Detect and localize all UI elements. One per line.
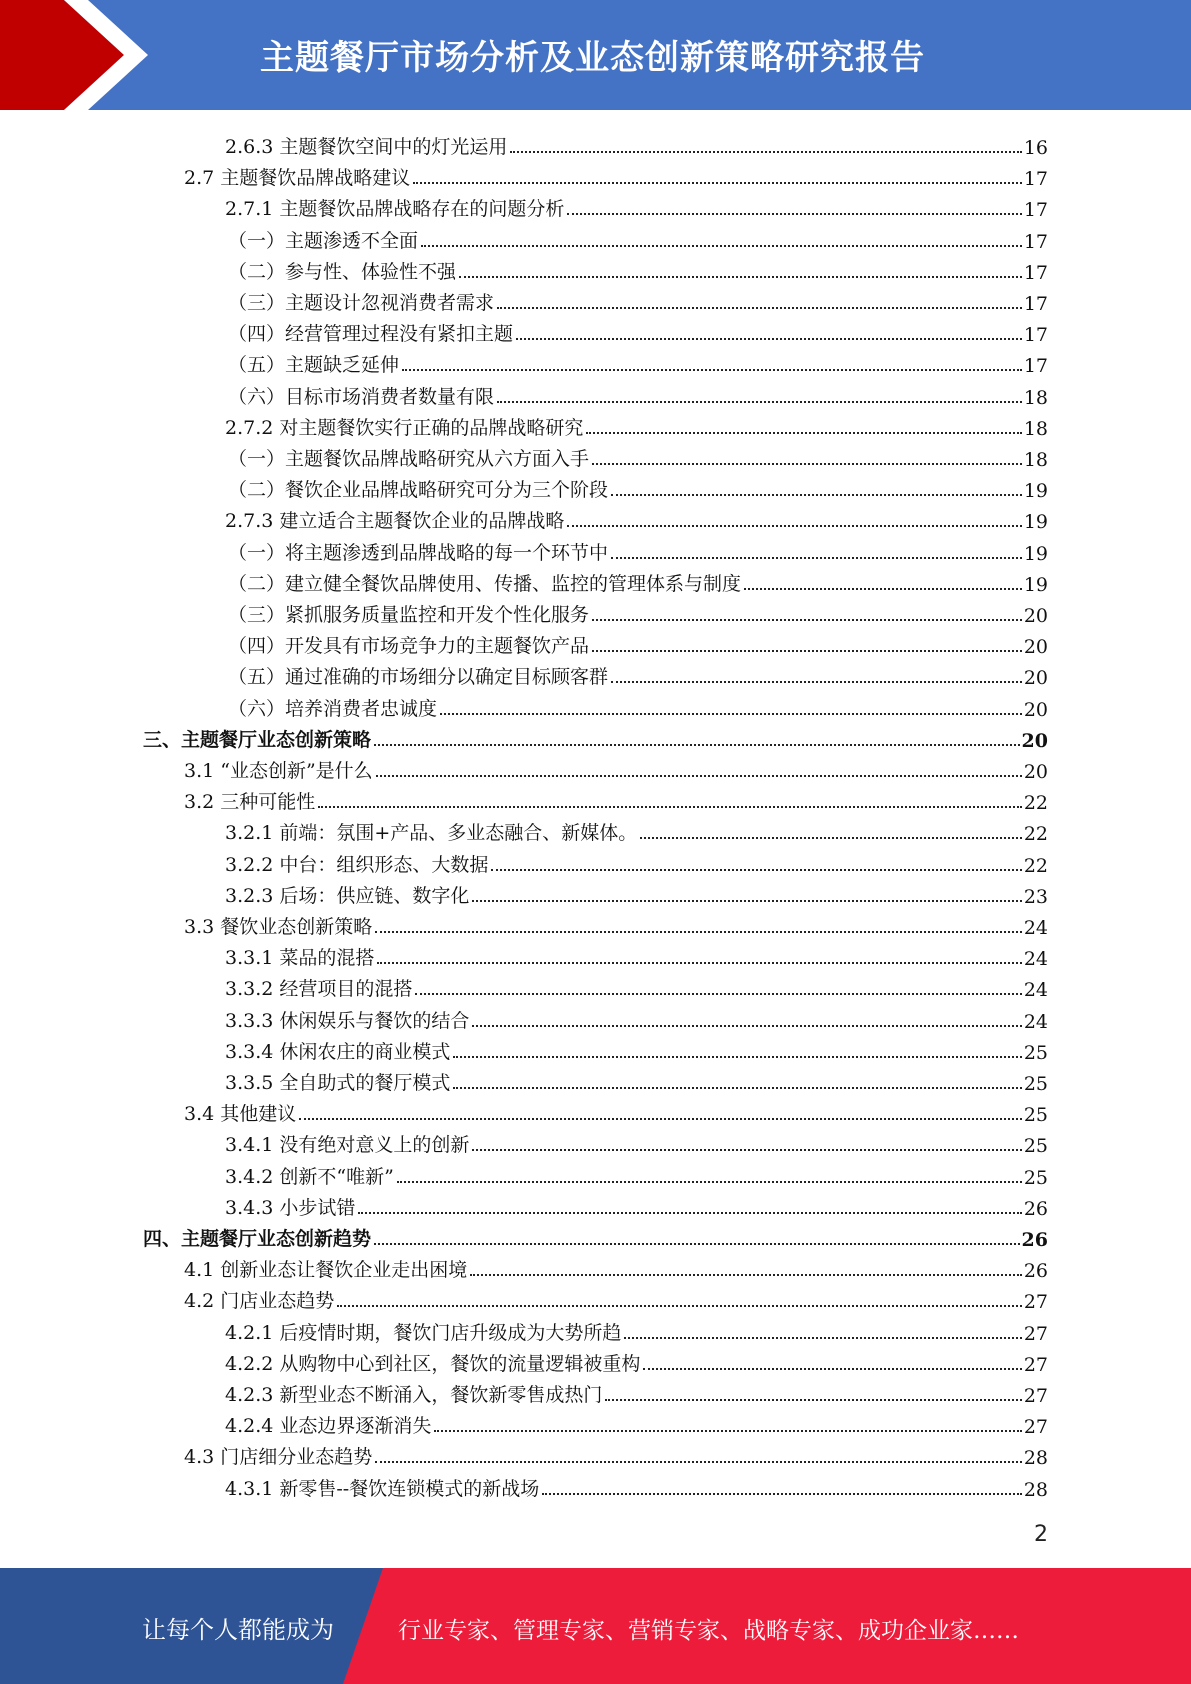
- toc-entry-title: （五）主题缺乏延伸: [228, 354, 400, 376]
- page-number: 2: [1034, 1522, 1048, 1547]
- toc-entry-page: 16: [1023, 137, 1048, 159]
- toc-entry-page: 27: [1023, 1385, 1048, 1407]
- toc-entry[interactable]: [184, 783, 1048, 814]
- toc-leader-dots: [510, 151, 1021, 153]
- toc-entry-title: 2.7.1 主题餐饮品牌战略存在的问题分析: [225, 198, 565, 220]
- toc-leader-dots: [375, 1461, 1022, 1463]
- toc-leader-dots: [374, 744, 1020, 746]
- page-footer: [0, 1568, 1191, 1684]
- toc-leader-dots: [440, 713, 1022, 715]
- toc-leader-dots: [592, 619, 1022, 621]
- toc-entry-title: 2.7 主题餐饮品牌战略建议: [184, 167, 411, 189]
- toc-entry-title: 4.2 门店业态趋势: [184, 1290, 335, 1312]
- toc-entry[interactable]: [228, 315, 1048, 346]
- toc-entry-page: 20: [1023, 761, 1048, 783]
- toc-entry[interactable]: [225, 1064, 1048, 1095]
- header-arrow-decoration: [0, 0, 160, 110]
- toc-entry-title: （三）紧抓服务质量监控和开发个性化服务: [228, 604, 590, 626]
- toc-entry-title: 3.3 餐饮业态创新策略: [184, 916, 373, 938]
- toc-leader-dots: [413, 182, 1022, 184]
- toc-entry[interactable]: [225, 1314, 1048, 1345]
- toc-entry-page: 19: [1023, 511, 1048, 533]
- toc-entry[interactable]: [225, 970, 1048, 1001]
- toc-entry[interactable]: [228, 284, 1048, 315]
- toc-leader-dots: [586, 432, 1021, 434]
- toc-entry-title: 3.4.3 小步试错: [225, 1197, 356, 1219]
- toc-entry[interactable]: [228, 565, 1048, 596]
- toc-leader-dots: [470, 1274, 1022, 1276]
- toc-entry[interactable]: [225, 1158, 1048, 1189]
- toc-entry-page: 27: [1023, 1354, 1048, 1376]
- toc-entry-title: （二）参与性、体验性不强: [228, 261, 457, 283]
- report-title: 主题餐厅市场分析及业态创新策略研究报告: [260, 38, 925, 78]
- toc-entry-title: 4.2.4 业态边界逐渐消失: [225, 1415, 432, 1437]
- footer-slogan-right: 行业专家、管理专家、营销专家、战略专家、成功企业家……: [398, 1618, 1019, 1644]
- toc-leader-dots: [472, 1025, 1021, 1027]
- toc-leader-dots: [453, 1087, 1021, 1089]
- toc-entry-title: 2.6.3 主题餐饮空间中的灯光运用: [225, 136, 508, 158]
- toc-leader-dots: [640, 837, 1022, 839]
- toc-entry-title: 3.3.4 休闲农庄的商业模式: [225, 1041, 451, 1063]
- toc-entry-page: 27: [1023, 1416, 1048, 1438]
- toc-leader-dots: [567, 213, 1021, 215]
- toc-entry[interactable]: [184, 1438, 1048, 1469]
- toc-entry[interactable]: [225, 939, 1048, 970]
- toc-leader-dots: [744, 588, 1022, 590]
- toc-entry-page: 17: [1023, 324, 1048, 346]
- toc-entry-page: 20: [1023, 605, 1048, 627]
- toc-leader-dots: [592, 463, 1022, 465]
- toc-leader-dots: [337, 1305, 1022, 1307]
- toc-leader-dots: [374, 1243, 1020, 1245]
- toc-entry[interactable]: [225, 877, 1048, 908]
- toc-entry-page: 18: [1023, 387, 1048, 409]
- toc-entry-title: 三、主题餐厅业态创新策略: [143, 729, 372, 751]
- toc-entry[interactable]: [225, 1407, 1048, 1438]
- toc-entry-title: 4.1 创新业态让餐饮企业走出困境: [184, 1259, 468, 1281]
- toc-leader-dots: [497, 307, 1022, 309]
- toc-entry-title: 3.3.3 休闲娱乐与餐饮的结合: [225, 1010, 470, 1032]
- toc-entry-title: （六）目标市场消费者数量有限: [228, 386, 495, 408]
- toc-entry-title: 四、主题餐厅业态创新趋势: [143, 1228, 372, 1250]
- toc-entry-page: 24: [1023, 979, 1048, 1001]
- toc-entry-page: 17: [1023, 199, 1048, 221]
- toc-leader-dots: [377, 962, 1021, 964]
- toc-entry[interactable]: [228, 534, 1048, 565]
- toc-entry-title: 2.7.2 对主题餐饮实行正确的品牌战略研究: [225, 417, 584, 439]
- toc-entry[interactable]: [225, 846, 1048, 877]
- toc-entry-page: 19: [1023, 543, 1048, 565]
- toc-entry[interactable]: [225, 409, 1048, 440]
- toc-entry[interactable]: [225, 128, 1048, 159]
- toc-entry[interactable]: [225, 814, 1048, 845]
- toc-entry-page: 24: [1023, 917, 1048, 939]
- toc-entry[interactable]: [184, 908, 1048, 939]
- toc-leader-dots: [415, 993, 1021, 995]
- toc-entry-page: 17: [1023, 262, 1048, 284]
- toc-leader-dots: [299, 1118, 1022, 1120]
- toc-entry-page: 22: [1023, 823, 1048, 845]
- toc-entry-page: 28: [1023, 1447, 1048, 1469]
- toc-entry-title: 4.2.2 从购物中心到社区，餐饮的流量逻辑被重构: [225, 1353, 641, 1375]
- toc-entry-title: 4.3.1 新零售--餐饮连锁模式的新战场: [225, 1478, 540, 1500]
- toc-entry-title: （一）主题渗透不全面: [228, 230, 419, 252]
- toc-entry[interactable]: [225, 1189, 1048, 1220]
- toc-leader-dots: [421, 245, 1022, 247]
- toc-entry-title: 4.2.1 后疫情时期，餐饮门店升级成为大势所趋: [225, 1322, 622, 1344]
- toc-entry-page: 19: [1023, 574, 1048, 596]
- toc-entry[interactable]: [184, 1282, 1048, 1313]
- toc-entry-title: 3.2.2 中台：组织形态、大数据: [225, 854, 489, 876]
- toc-entry[interactable]: [228, 253, 1048, 284]
- toc-entry-page: 25: [1023, 1104, 1048, 1126]
- toc-entry[interactable]: [228, 222, 1048, 253]
- toc-entry-title: （六）培养消费者忠诚度: [228, 698, 438, 720]
- toc-leader-dots: [402, 369, 1022, 371]
- toc-entry[interactable]: [225, 1126, 1048, 1157]
- toc-entry[interactable]: [143, 1220, 1048, 1251]
- toc-leader-dots: [497, 401, 1022, 403]
- toc-entry-title: 3.3.5 全自助式的餐厅模式: [225, 1072, 451, 1094]
- toc-entry-title: （四）经营管理过程没有紧扣主题: [228, 323, 514, 345]
- toc-entry-page: 20: [1023, 667, 1048, 689]
- toc-leader-dots: [472, 900, 1021, 902]
- toc-entry-page: 28: [1023, 1479, 1048, 1501]
- toc-entry-page: 20: [1023, 699, 1048, 721]
- toc-entry-page: 22: [1023, 855, 1048, 877]
- toc-leader-dots: [472, 1149, 1021, 1151]
- toc-entry-title: （一）主题餐饮品牌战略研究从六方面入手: [228, 448, 590, 470]
- toc-entry-title: 3.1 “业态创新”是什么: [184, 760, 373, 782]
- toc-entry-page: 24: [1023, 948, 1048, 970]
- toc-entry-page: 27: [1023, 1291, 1048, 1313]
- footer-slogan-left: 让每个人都能成为: [142, 1616, 334, 1644]
- toc-entry-page: 24: [1023, 1011, 1048, 1033]
- toc-leader-dots: [611, 681, 1022, 683]
- toc-entry[interactable]: [228, 378, 1048, 409]
- toc-entry[interactable]: [225, 190, 1048, 221]
- toc-leader-dots: [318, 806, 1022, 808]
- toc-leader-dots: [643, 1368, 1021, 1370]
- toc-entry-page: 18: [1023, 449, 1048, 471]
- toc-leader-dots: [376, 775, 1022, 777]
- toc-leader-dots: [459, 276, 1022, 278]
- toc-entry-title: 3.2.3 后场：供应链、数字化: [225, 885, 470, 907]
- toc-entry-title: 3.2.1 前端：氛围+产品、多业态融合、新媒体。: [225, 822, 638, 844]
- toc-entry[interactable]: [184, 1251, 1048, 1282]
- toc-entry[interactable]: [143, 721, 1048, 752]
- toc-entry-page: 17: [1023, 168, 1048, 190]
- toc-entry-page: 26: [1023, 1198, 1048, 1220]
- toc-entry-title: 3.4.2 创新不“唯新”: [225, 1166, 394, 1188]
- toc-entry-title: 3.3.2 经营项目的混搭: [225, 978, 413, 1000]
- toc-leader-dots: [453, 1056, 1021, 1058]
- toc-entry-page: 17: [1023, 355, 1048, 377]
- toc-entry[interactable]: [184, 159, 1048, 190]
- toc-entry[interactable]: [225, 1376, 1048, 1407]
- toc-entry-title: （三）主题设计忽视消费者需求: [228, 292, 495, 314]
- toc-entry-page: 26: [1023, 1260, 1048, 1282]
- toc-leader-dots: [491, 869, 1021, 871]
- toc-entry-title: 2.7.3 建立适合主题餐饮企业的品牌战略: [225, 510, 565, 532]
- toc-entry-title: 4.3 门店细分业态趋势: [184, 1446, 373, 1468]
- toc-entry[interactable]: [228, 627, 1048, 658]
- toc-entry[interactable]: [228, 690, 1048, 721]
- toc-entry-page: 26: [1021, 1229, 1048, 1251]
- toc-entry-title: 3.4 其他建议: [184, 1103, 297, 1125]
- toc-leader-dots: [434, 1430, 1021, 1432]
- toc-entry-page: 25: [1023, 1167, 1048, 1189]
- toc-leader-dots: [624, 1337, 1021, 1339]
- toc-entry-title: （二）建立健全餐饮品牌使用、传播、监控的管理体系与制度: [228, 573, 742, 595]
- toc-entry[interactable]: [228, 596, 1048, 627]
- toc-leader-dots: [611, 557, 1022, 559]
- toc-leader-dots: [375, 931, 1022, 933]
- toc-entry[interactable]: [225, 1345, 1048, 1376]
- toc-leader-dots: [567, 525, 1021, 527]
- toc-entry[interactable]: [184, 752, 1048, 783]
- toc-leader-dots: [605, 1399, 1021, 1401]
- toc-entry[interactable]: [228, 346, 1048, 377]
- toc-entry[interactable]: [225, 1033, 1048, 1064]
- toc-leader-dots: [397, 1181, 1022, 1183]
- toc-entry[interactable]: [225, 1470, 1048, 1501]
- page-header: [0, 0, 1191, 110]
- toc-entry-title: （一）将主题渗透到品牌战略的每一个环节中: [228, 542, 609, 564]
- toc-entry-page: 25: [1023, 1073, 1048, 1095]
- toc-entry-page: 22: [1023, 792, 1048, 814]
- toc-entry-page: 25: [1023, 1042, 1048, 1064]
- toc-entry[interactable]: [228, 440, 1048, 471]
- toc-entry-page: 27: [1023, 1323, 1048, 1345]
- toc-entry-title: 3.3.1 菜品的混搭: [225, 947, 375, 969]
- toc-leader-dots: [592, 650, 1022, 652]
- toc-entry-page: 17: [1023, 293, 1048, 315]
- toc-entry-title: （四）开发具有市场竞争力的主题餐饮产品: [228, 635, 590, 657]
- toc-leader-dots: [611, 494, 1022, 496]
- toc-entry-title: （二）餐饮企业品牌战略研究可分为三个阶段: [228, 479, 609, 501]
- toc-entry-page: 20: [1023, 636, 1048, 658]
- toc-leader-dots: [542, 1493, 1022, 1495]
- toc-entry[interactable]: [225, 1002, 1048, 1033]
- toc-entry-title: 3.2 三种可能性: [184, 791, 316, 813]
- toc-entry-title: （五）通过准确的市场细分以确定目标顾客群: [228, 666, 609, 688]
- toc-leader-dots: [358, 1212, 1021, 1214]
- toc-entry-page: 17: [1023, 231, 1048, 253]
- toc-entry-title: 4.2.3 新型业态不断涌入，餐饮新零售成热门: [225, 1384, 603, 1406]
- toc-entry-page: 18: [1023, 418, 1048, 440]
- toc-entry-page: 19: [1023, 480, 1048, 502]
- toc-entry[interactable]: [184, 1095, 1048, 1126]
- toc-entry[interactable]: [225, 502, 1048, 533]
- toc-leader-dots: [516, 338, 1022, 340]
- toc-entry-title: 3.4.1 没有绝对意义上的创新: [225, 1134, 470, 1156]
- toc-entry-page: 25: [1023, 1135, 1048, 1157]
- toc-entry-page: 23: [1023, 886, 1048, 908]
- toc-entry-page: 20: [1021, 730, 1048, 752]
- toc-entry[interactable]: [228, 658, 1048, 689]
- toc-entry[interactable]: [228, 471, 1048, 502]
